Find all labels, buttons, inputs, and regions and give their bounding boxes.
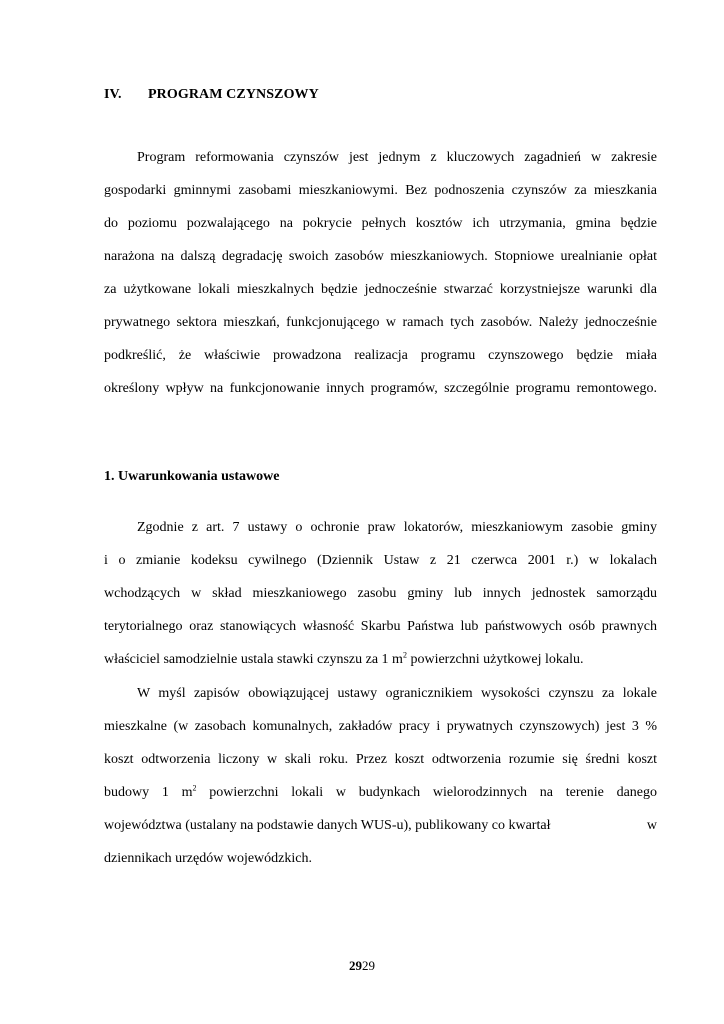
- chapter-number: IV.: [104, 87, 122, 102]
- section-heading: 1. Uwarunkowania ustawowe: [104, 469, 280, 484]
- superscript: 2: [192, 783, 197, 793]
- page-number-normal: 29: [362, 958, 375, 973]
- text-fragment: budowy 1 m: [104, 785, 193, 800]
- text-line: podkreślić, że właściwie prowadzona realizacja programu czynszowego będzie miała: [104, 348, 657, 363]
- text-line: za użytkowane lokali mieszkalnych będzie jednocześnie stwarzać korzystniejsze warunki dla: [104, 282, 657, 297]
- text-line: gospodarki gminnymi zasobami mieszkaniowymi. Bez podnoszenia czynszów za mieszkania: [104, 183, 657, 198]
- page-number: [0, 958, 724, 974]
- text-line: W myśl zapisów obowiązującej ustawy ogranicznikiem wysokości czynszu za lokale: [137, 686, 657, 701]
- text-line: [104, 816, 657, 836]
- text-line: mieszkalne (w zasobach komunalnych, zakładów pracy i prywatnych czynszowych) jest 3 %: [104, 719, 657, 734]
- text-fragment: powierzchni lokali w budynkach wielorodzinnych na terenie danego: [196, 785, 657, 800]
- text-fragment: powierzchni użytkowej lokalu.: [406, 652, 584, 667]
- text-line: [104, 650, 657, 670]
- page-number-bold: 29: [349, 958, 362, 973]
- chapter-heading: [104, 87, 319, 103]
- text-line: wchodzących w skład mieszkaniowego zasobu gminy lub innych jednostek samorządu: [104, 586, 657, 601]
- superscript: 2: [402, 650, 407, 660]
- text-line: dziennikach urzędów wojewódzkich.: [104, 851, 312, 866]
- text-line: Program reformowania czynszów jest jednym z kluczowych zagadnień w zakresie: [137, 150, 657, 165]
- text-fragment: województwa (ustalany na podstawie danych WUS-u), publikowany co kwartał: [104, 818, 551, 833]
- text-line: określony wpływ na funkcjonowanie innych programów, szczególnie programu remontowego.: [104, 381, 657, 396]
- text-fragment: w: [646, 818, 657, 833]
- text-fragment: właściciel samodzielnie ustala stawki czynszu za 1 m: [104, 652, 403, 667]
- text-line: [104, 783, 657, 803]
- text-line: Zgodnie z art. 7 ustawy o ochronie praw lokatorów, mieszkaniowym zasobie gminy: [137, 520, 657, 535]
- text-line: narażona na dalszą degradację swoich zasobów mieszkaniowych. Stopniowe urealnianie opłat: [104, 249, 657, 264]
- text-line: do poziomu pozwalającego na pokrycie pełnych kosztów ich utrzymania, gmina będzie: [104, 216, 657, 231]
- text-line: i o zmianie kodeksu cywilnego (Dziennik Ustaw z 21 czerwca 2001 r.) w lokalach: [104, 553, 657, 568]
- text-line: terytorialnego oraz stanowiących własność Skarbu Państwa lub państwowych osób prawnych: [104, 619, 657, 634]
- text-line: koszt odtworzenia liczony w skali roku. Przez koszt odtworzenia rozumie się średni koszt: [104, 752, 657, 767]
- chapter-title: PROGRAM CZYNSZOWY: [148, 87, 319, 102]
- text-line: prywatnego sektora mieszkań, funkcjonującego w ramach tych zasobów. Należy jednocześnie: [104, 315, 657, 330]
